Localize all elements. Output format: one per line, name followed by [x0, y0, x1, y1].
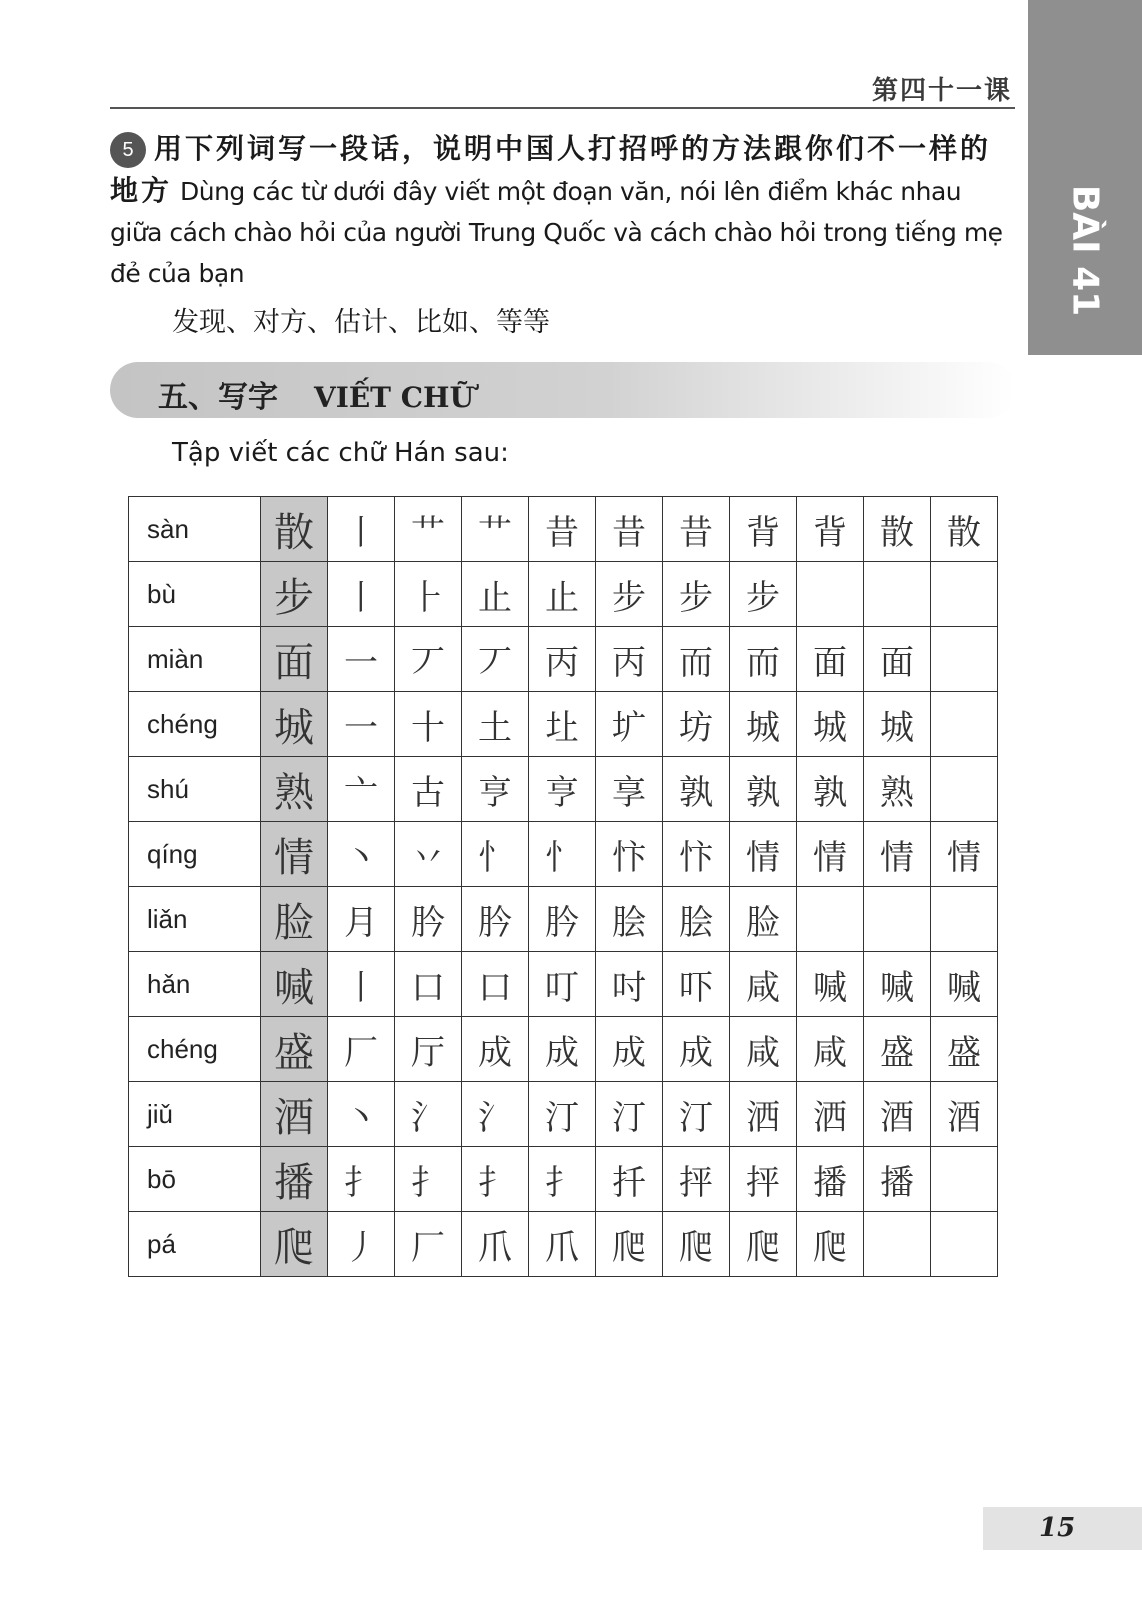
character-row — [129, 1017, 998, 1082]
character-row — [129, 497, 998, 562]
lesson-label: 第四十一课 — [871, 76, 1012, 106]
stroke-step-cell: 孰 — [663, 757, 730, 822]
pinyin-cell: chéng — [129, 1017, 261, 1082]
stroke-step-cell: 情 — [730, 822, 797, 887]
stroke-step-cell: 昔 — [663, 497, 730, 562]
stroke-step-cell: 酒 — [931, 1082, 998, 1147]
stroke-step-cell: 孰 — [797, 757, 864, 822]
stroke-step-cell: 咸 — [730, 952, 797, 1017]
stroke-step-cell: 洒 — [797, 1082, 864, 1147]
character-row — [129, 822, 998, 887]
stroke-step-cell: 丨 — [328, 952, 395, 1017]
stroke-step-cell: 止 — [462, 562, 529, 627]
stroke-step-cell: 肣 — [529, 887, 596, 952]
stroke-step-cell: 昔 — [529, 497, 596, 562]
side-tab-lesson: BÀI 41 — [1064, 184, 1106, 317]
stroke-step-cell: 孰 — [730, 757, 797, 822]
stroke-step-cell: 吓 — [663, 952, 730, 1017]
stroke-step-cell: 扌 — [529, 1147, 596, 1212]
stroke-step-cell: 丙 — [596, 627, 663, 692]
stroke-step-cell: 忄 — [462, 822, 529, 887]
character-row — [129, 887, 998, 952]
stroke-step-cell: 扌 — [462, 1147, 529, 1212]
stroke-step-cell: 步 — [730, 562, 797, 627]
section-title-vi: VIẾT CHỮ — [314, 381, 474, 414]
stroke-step-cell: 一 — [328, 692, 395, 757]
stroke-step-cell: 月 — [328, 887, 395, 952]
pinyin-cell: liǎn — [129, 887, 261, 952]
stroke-step-cell: 丶 — [328, 822, 395, 887]
stroke-step-cell — [931, 692, 998, 757]
header-rule — [110, 107, 1015, 109]
pinyin-cell: shú — [129, 757, 261, 822]
stroke-step-cell: 爬 — [730, 1212, 797, 1277]
character-row — [129, 692, 998, 757]
stroke-step-cell: 扦 — [596, 1147, 663, 1212]
stroke-step-cell: 忭 — [663, 822, 730, 887]
stroke-step-cell: 叮 — [529, 952, 596, 1017]
stroke-step-cell: 成 — [462, 1017, 529, 1082]
stroke-step-cell: 汀 — [529, 1082, 596, 1147]
stroke-step-cell: 厅 — [395, 1017, 462, 1082]
stroke-step-cell: 熟 — [864, 757, 931, 822]
pinyin-cell: hǎn — [129, 952, 261, 1017]
stroke-step-cell: 肣 — [462, 887, 529, 952]
stroke-step-cell: 忭 — [596, 822, 663, 887]
pinyin-cell: bù — [129, 562, 261, 627]
stroke-step-cell: 城 — [864, 692, 931, 757]
model-character-cell: 脸 — [261, 887, 328, 952]
model-character-cell: 盛 — [261, 1017, 328, 1082]
character-row — [129, 952, 998, 1017]
model-character-cell: 面 — [261, 627, 328, 692]
stroke-step-cell: 爬 — [596, 1212, 663, 1277]
side-tab — [1028, 0, 1142, 355]
model-character-cell: 酒 — [261, 1082, 328, 1147]
stroke-step-cell: 脍 — [663, 887, 730, 952]
stroke-step-cell: 步 — [663, 562, 730, 627]
stroke-step-cell: 氵 — [462, 1082, 529, 1147]
character-row — [129, 1147, 998, 1212]
stroke-step-cell: 丙 — [529, 627, 596, 692]
stroke-step-cell: 艹 — [395, 497, 462, 562]
character-row — [129, 562, 998, 627]
stroke-step-cell: 盛 — [864, 1017, 931, 1082]
section-title-zh: 五、写字 — [158, 380, 278, 415]
stroke-step-cell — [797, 562, 864, 627]
stroke-step-cell: 成 — [596, 1017, 663, 1082]
stroke-step-cell — [931, 627, 998, 692]
stroke-step-cell: 丶 — [328, 1082, 395, 1147]
page-number: 15 — [1039, 1513, 1076, 1543]
stroke-step-cell: 爬 — [797, 1212, 864, 1277]
stroke-step-cell: 散 — [864, 497, 931, 562]
stroke-step-cell: 丷 — [395, 822, 462, 887]
stroke-step-cell: 城 — [730, 692, 797, 757]
pinyin-cell: chéng — [129, 692, 261, 757]
stroke-step-cell: 播 — [797, 1147, 864, 1212]
model-character-cell: 熟 — [261, 757, 328, 822]
pinyin-cell: miàn — [129, 627, 261, 692]
stroke-step-cell — [931, 1147, 998, 1212]
stroke-step-cell: 而 — [663, 627, 730, 692]
exercise-prompt-vi: Dùng các từ dưới đây viết một đoạn văn, nói lên điểm khác nhau giữa cách chào hỏi của người Trung Quốc và cách chào hỏi trong tiếng mẹ đẻ của bạn — [110, 177, 1003, 288]
stroke-step-cell: 散 — [931, 497, 998, 562]
stroke-step-cell: 情 — [864, 822, 931, 887]
stroke-step-cell: 步 — [596, 562, 663, 627]
stroke-step-cell: 爪 — [529, 1212, 596, 1277]
stroke-step-cell: 亠 — [328, 757, 395, 822]
stroke-step-cell: 止 — [529, 562, 596, 627]
character-row — [129, 627, 998, 692]
model-character-cell: 散 — [261, 497, 328, 562]
section-title — [158, 372, 474, 416]
stroke-step-cell: 成 — [529, 1017, 596, 1082]
stroke-step-cell: 扌 — [395, 1147, 462, 1212]
stroke-step-cell: 圹 — [596, 692, 663, 757]
stroke-step-cell: 坊 — [663, 692, 730, 757]
stroke-step-cell: 汀 — [596, 1082, 663, 1147]
stroke-step-cell: 丨 — [328, 562, 395, 627]
exercise-prompt-zh: 用下列词写一段话，说明中国人打招呼的方法跟你们不一样的地方 — [110, 132, 992, 207]
model-character-cell: 爬 — [261, 1212, 328, 1277]
stroke-step-cell: 圵 — [529, 692, 596, 757]
model-character-cell: 喊 — [261, 952, 328, 1017]
stroke-step-cell: 丿 — [328, 1212, 395, 1277]
stroke-step-cell: 十 — [395, 692, 462, 757]
stroke-step-cell — [864, 1212, 931, 1277]
stroke-step-cell — [931, 757, 998, 822]
character-row — [129, 1082, 998, 1147]
stroke-step-cell: 城 — [797, 692, 864, 757]
stroke-step-cell: 丆 — [395, 627, 462, 692]
stroke-step-cell: 肣 — [395, 887, 462, 952]
stroke-step-cell: 丨 — [328, 497, 395, 562]
stroke-step-cell: 口 — [395, 952, 462, 1017]
exercise-word-list: 发现、对方、估计、比如、等等 — [172, 307, 550, 338]
stroke-step-cell: 喊 — [931, 952, 998, 1017]
stroke-step-cell: 丆 — [462, 627, 529, 692]
stroke-step-cell: 抨 — [663, 1147, 730, 1212]
stroke-step-cell: 爬 — [663, 1212, 730, 1277]
stroke-step-cell: 土 — [462, 692, 529, 757]
stroke-step-cell: 成 — [663, 1017, 730, 1082]
stroke-step-cell: 咸 — [797, 1017, 864, 1082]
stroke-order-grid — [128, 496, 998, 1277]
stroke-step-cell: 喊 — [864, 952, 931, 1017]
exercise-5 — [110, 128, 1015, 294]
stroke-step-cell: 古 — [395, 757, 462, 822]
stroke-step-cell: 吋 — [596, 952, 663, 1017]
character-row — [129, 757, 998, 822]
stroke-step-cell: 艹 — [462, 497, 529, 562]
stroke-step-cell: 脍 — [596, 887, 663, 952]
stroke-step-cell — [797, 887, 864, 952]
model-character-cell: 城 — [261, 692, 328, 757]
stroke-step-cell: 亨 — [462, 757, 529, 822]
stroke-step-cell: 氵 — [395, 1082, 462, 1147]
stroke-step-cell: 洒 — [730, 1082, 797, 1147]
stroke-step-cell: 扌 — [328, 1147, 395, 1212]
pinyin-cell: pá — [129, 1212, 261, 1277]
section-banner — [110, 362, 1015, 418]
stroke-step-cell — [931, 887, 998, 952]
stroke-step-cell: 面 — [797, 627, 864, 692]
writing-instruction: Tập viết các chữ Hán sau: — [172, 438, 509, 468]
stroke-step-cell: 而 — [730, 627, 797, 692]
stroke-step-cell — [931, 562, 998, 627]
stroke-step-cell: ⺊ — [395, 562, 462, 627]
stroke-step-cell: 爪 — [462, 1212, 529, 1277]
pinyin-cell: jiǔ — [129, 1082, 261, 1147]
model-character-cell: 步 — [261, 562, 328, 627]
stroke-step-cell: 喊 — [797, 952, 864, 1017]
stroke-step-cell: 享 — [596, 757, 663, 822]
stroke-step-cell: 亨 — [529, 757, 596, 822]
stroke-step-cell: 厂 — [328, 1017, 395, 1082]
stroke-step-cell: 厂 — [395, 1212, 462, 1277]
stroke-step-cell — [864, 887, 931, 952]
stroke-step-cell: 咸 — [730, 1017, 797, 1082]
stroke-step-cell: 盛 — [931, 1017, 998, 1082]
stroke-step-cell — [864, 562, 931, 627]
stroke-step-cell: 抨 — [730, 1147, 797, 1212]
stroke-step-cell: 汀 — [663, 1082, 730, 1147]
stroke-step-cell: 情 — [931, 822, 998, 887]
stroke-step-cell: 忄 — [529, 822, 596, 887]
stroke-step-cell: 脸 — [730, 887, 797, 952]
model-character-cell: 情 — [261, 822, 328, 887]
pinyin-cell: sàn — [129, 497, 261, 562]
exercise-number-badge: 5 — [110, 132, 146, 168]
stroke-step-cell: 昔 — [596, 497, 663, 562]
stroke-step-cell: 背 — [730, 497, 797, 562]
page-number-box — [983, 1507, 1142, 1550]
stroke-step-cell: 酒 — [864, 1082, 931, 1147]
stroke-step-cell: 情 — [797, 822, 864, 887]
stroke-step-cell: 背 — [797, 497, 864, 562]
pinyin-cell: qíng — [129, 822, 261, 887]
model-character-cell: 播 — [261, 1147, 328, 1212]
stroke-step-cell: 播 — [864, 1147, 931, 1212]
stroke-step-cell — [931, 1212, 998, 1277]
stroke-step-cell: 面 — [864, 627, 931, 692]
stroke-step-cell: 一 — [328, 627, 395, 692]
stroke-step-cell: 口 — [462, 952, 529, 1017]
character-row — [129, 1212, 998, 1277]
pinyin-cell: bō — [129, 1147, 261, 1212]
